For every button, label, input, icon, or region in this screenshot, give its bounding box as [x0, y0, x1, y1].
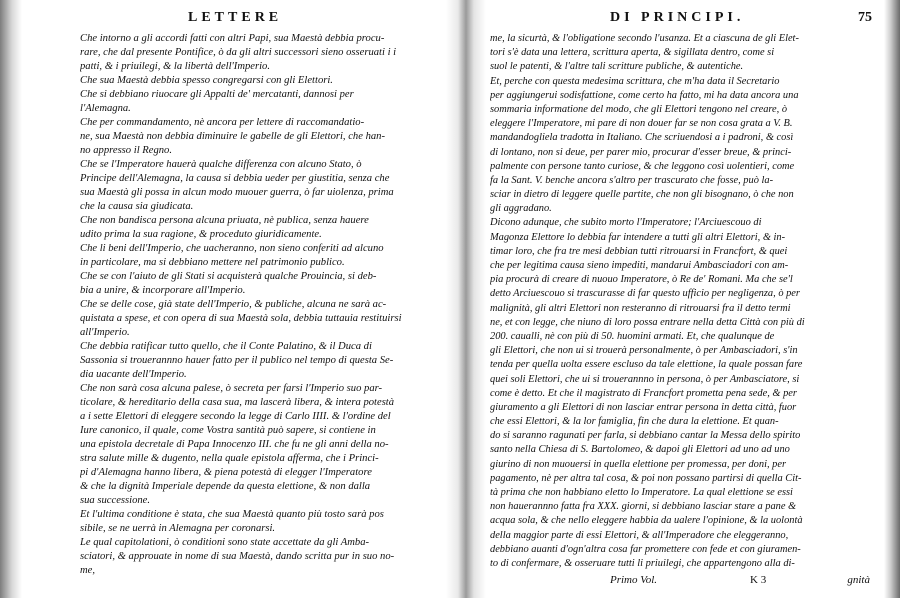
- text-line: Che se l'Imperatore hauerà qualche differenza con alcuno Stato, ò: [80, 159, 362, 170]
- text-line: Che se delle cose, già state dell'Imperio, & publiche, alcuna ne sarà ac-: [80, 299, 387, 310]
- text-line: Che debbia ratificar tutto quello, che il Conte Palatino, & il Duca di: [80, 341, 372, 352]
- book-gutter: [446, 0, 486, 598]
- text-line: Dicono adunque, che subito morto l'Imperatore; l'Arciuescouo di: [490, 217, 762, 229]
- text-line: sua Maestà gli possa in alcun modo muouer guerra, ò far uiolenza, prima: [80, 187, 394, 198]
- text-line: Che sua Maestà debbia spesso congregarsi con gli Elettori.: [80, 75, 333, 86]
- text-line: udito prima la sua ragione, & proceduto giuridicamente.: [80, 229, 322, 240]
- text-line: Magonza Elettore lo debbia far intendere a tutti gli altri Elettori, & in-: [490, 231, 786, 243]
- text-line: fa la Sant. V. benche ancora s'altro per trascurato che fosse, può la-: [490, 174, 774, 186]
- text-line: santo nella Chiesa di S. Bartolomeo, & dapoi gli Elettori ad uno ad uno: [490, 444, 790, 456]
- text-line: bia a unire, & incorporare all'Imperio.: [80, 285, 246, 296]
- text-line: ne, et con legge, che niuno di loro possa entrare nella detta Città con più di: [490, 316, 805, 328]
- text-line: che per legitima causa sieno impediti, mandarui Ambasciadori con am-: [490, 260, 789, 271]
- text-line: malignità, gli altri Elettori non resteranno di ritrouarsi fra il detto termi: [490, 302, 791, 314]
- text-line: Iure canonico, il quale, come Vostra santità può sapere, si contiene in: [80, 425, 376, 436]
- text-line: debbiano auanti d'ogn'altra cosa far promettere con fede et con giuramen-: [490, 543, 801, 555]
- text-line: l'Alemagna.: [80, 103, 131, 114]
- text-line: pia procurà di creare di nuouo Imperatore, ò Re de' Romani. Ma che se'l: [490, 274, 793, 286]
- text-line: non hauerannno fatta fra XXX. giorni, si debbiano lasciar stare a pane &: [490, 501, 797, 513]
- text-line: Che non bandisca persona alcuna priuata, nè publica, senza hauere: [80, 215, 369, 226]
- text-line: timar loro, che fra tre mesi debbian tutti ritrouarsi in Francfort, & quei: [490, 245, 788, 257]
- text-line: & che la dignità Imperiale depende da questa elettione, & non dalla: [80, 481, 371, 492]
- text-line: Sassonia si trouerannno hauer fatto per il publico nel tempo di questa Se-: [80, 355, 394, 366]
- text-line: me, la sicurtà, & l'obligatione secondo l'usanza. Et a ciascuna de gli Elet-: [490, 33, 799, 44]
- volume-label: Primo Vol.: [610, 574, 658, 586]
- text-line: ticolare, & hereditario della casa sua, ma lascerà libera, & intera potestà: [80, 397, 395, 408]
- text-line: giuramento a gli Elettori di non lasciar entrar persona in detta città, fuor: [490, 401, 797, 413]
- text-line: sommaria informatione del modo, che gli Elettori tengono nel creare, ò: [490, 103, 788, 115]
- text-line: Che li beni dell'Imperio, che uacheranno, non sieno conferiti ad alcuno: [80, 243, 384, 254]
- text-line: Che intorno a gli accordi fatti con altri Papi, sua Maestà debbia procu-: [80, 33, 385, 44]
- text-line: Che non sarà cosa alcuna palese, ò secreta per farsi l'Imperio suo par-: [80, 383, 383, 394]
- text-line: Le qual capitolationi, ò conditioni sono state accettate da gli Amba-: [80, 537, 370, 548]
- text-line: dia uacante dell'Imperio.: [80, 369, 187, 380]
- text-line: tà prima che non habbiano eletto lo Imperatore. La qual elettione se essi: [490, 487, 793, 498]
- text-line: 200. caualli, nè con più di 50. huomini armati. Et, che qualunque de: [490, 330, 775, 342]
- text-line: in particolare, ma si debbiano mettere nel patrimonio publico.: [80, 257, 345, 268]
- text-line: per aggiungerui sodisfattione, come certo ha fatto, mi ha data ancora una: [490, 89, 799, 101]
- text-line: sua successione.: [80, 495, 151, 506]
- text-line: quei soli Elettori, che ui si trouerannno in persona, ò per Ambasciatore, si: [490, 373, 800, 385]
- right-page-text: [490, 32, 880, 571]
- text-line: Che se con l'aiuto de gli Stati si acquisterà qualche Prouincia, si deb-: [80, 271, 377, 282]
- text-line: no appresso il Regno.: [80, 145, 173, 156]
- left-page: [28, 10, 440, 590]
- text-line: rare, che dal presente Pontifice, ò da gli altri successori sieno osseruati i i: [80, 47, 397, 58]
- right-page: [490, 10, 880, 590]
- text-line: all'Imperio.: [80, 327, 130, 338]
- text-line: Principe dell'Alemagna, la causa si debbia ueder per giustitia, senza che: [80, 173, 390, 184]
- text-line: eleggere l'Imperatore, mi pare di non douer far se non cosa grata a V. B.: [490, 118, 793, 130]
- catchword: gnità: [847, 574, 870, 586]
- text-line: una epistola decretale di Papa Innocenzo III. che fu ne gli anni della no-: [80, 439, 389, 450]
- text-line: Et, perche con questa medesima scrittura, che m'ha data il Secretario: [490, 75, 780, 87]
- text-line: do si saranno ragunati per farla, si debbiano cantar la Messa dello spirito: [490, 430, 801, 442]
- text-line: me,: [80, 565, 96, 576]
- left-page-edge: [0, 0, 22, 598]
- text-line: Et l'ultima conditione è stata, che sua Maestà quanto più tosto sarà pos: [80, 509, 384, 520]
- text-line: che la causa sia giudicata.: [80, 201, 194, 212]
- text-line: tenda per quella uolta essere escluso da tale elettione, la quale possan fare: [490, 359, 803, 371]
- text-line: to di confermare, & osseruare tutti li priuilegi, che appartengono alla di-: [490, 557, 795, 569]
- text-line: acqua sola, & che nello eleggere habbia da ualere l'opinione, & la uolontà: [490, 515, 803, 527]
- left-running-head: LETTERE: [188, 10, 283, 25]
- text-line: gli Elettori, che non ui si trouerà personalmente, ò per Ambasciadori, s'in: [490, 345, 798, 357]
- text-line: detto Arciuescouo si trascurasse di far questo ufficio per negligenza, ò per: [490, 288, 800, 300]
- page-number: 75: [858, 10, 872, 25]
- text-line: come è detto. Et che il magistrato di Francfort prometta pena sede, & per: [490, 387, 797, 399]
- right-page-edge: [884, 0, 900, 598]
- text-line: della maggior parte di essi Elettori, & all'Imperadore che eleggeranno,: [490, 529, 789, 541]
- text-line: palmente con persone tanto curiose, & che leggono così uolentieri, come: [490, 160, 795, 172]
- text-line: sciatori, & approuate in nome di sua Maestà, dando scritta pur in suo no-: [80, 551, 395, 562]
- text-line: di lontano, non si deue, per parer mio, procurar d'esser breue, & princi-: [490, 146, 792, 158]
- text-line: tori s'è data una lettera, scrittura aperta, & sigillata dentro, come si: [490, 47, 775, 59]
- text-line: ne, sua Maestà non debbia diminuire le gabelle de gli Elettori, che han-: [80, 131, 385, 142]
- text-line: patti, & i priuilegi, & la libertà dell'Imperio.: [80, 61, 270, 72]
- text-line: Che si debbiano riuocare gli Appalti de' mercatanti, dannosi per: [80, 89, 354, 100]
- text-line: quistata a spese, et con opera di sua Maestà sola, debbia tuttauia restituirsi: [80, 313, 402, 324]
- text-line: stra salute mille & dugento, nella quale epistola afferma, che i Princi-: [80, 453, 379, 464]
- text-line: gli aggradano.: [490, 203, 552, 215]
- right-running-head: DI PRINCIPI.: [610, 10, 745, 25]
- text-line: Che per commandamento, nè ancora per lettere di raccomandatio-: [80, 117, 365, 128]
- text-line: pagamento, nè per altra tal cosa, & poi non possano partirsi di quella Cit-: [490, 472, 802, 484]
- text-line: sibile, se ne uerrà in Alemagna per coronarsi.: [80, 523, 276, 534]
- signature-mark: K 3: [750, 574, 767, 586]
- text-line: sciar in dietro di leggere quelle partite, che non gli bisognano, ò che non: [490, 189, 794, 201]
- text-line: giurino di non muouersi in quella elettione per promessa, per doni, per: [490, 458, 787, 470]
- text-line: suol le patenti, & l'altre tali scritture publiche, & autentiche.: [490, 61, 744, 73]
- text-line: che essi Elettori, & la lor famiglia, fin che dura la elettione. Et quan-: [490, 416, 779, 428]
- left-page-text: [80, 32, 440, 578]
- text-line: a i sette Elettori di eleggere secondo la legge di Carlo IIII. & l'ordine del: [80, 411, 391, 422]
- text-line: mandandogliela tradotta in Italiano. Che scriuendosi a i padroni, & così: [490, 132, 794, 144]
- text-line: pi d'Alemagna hanno libera, & piena potestà di elegger l'Imperatore: [80, 467, 372, 478]
